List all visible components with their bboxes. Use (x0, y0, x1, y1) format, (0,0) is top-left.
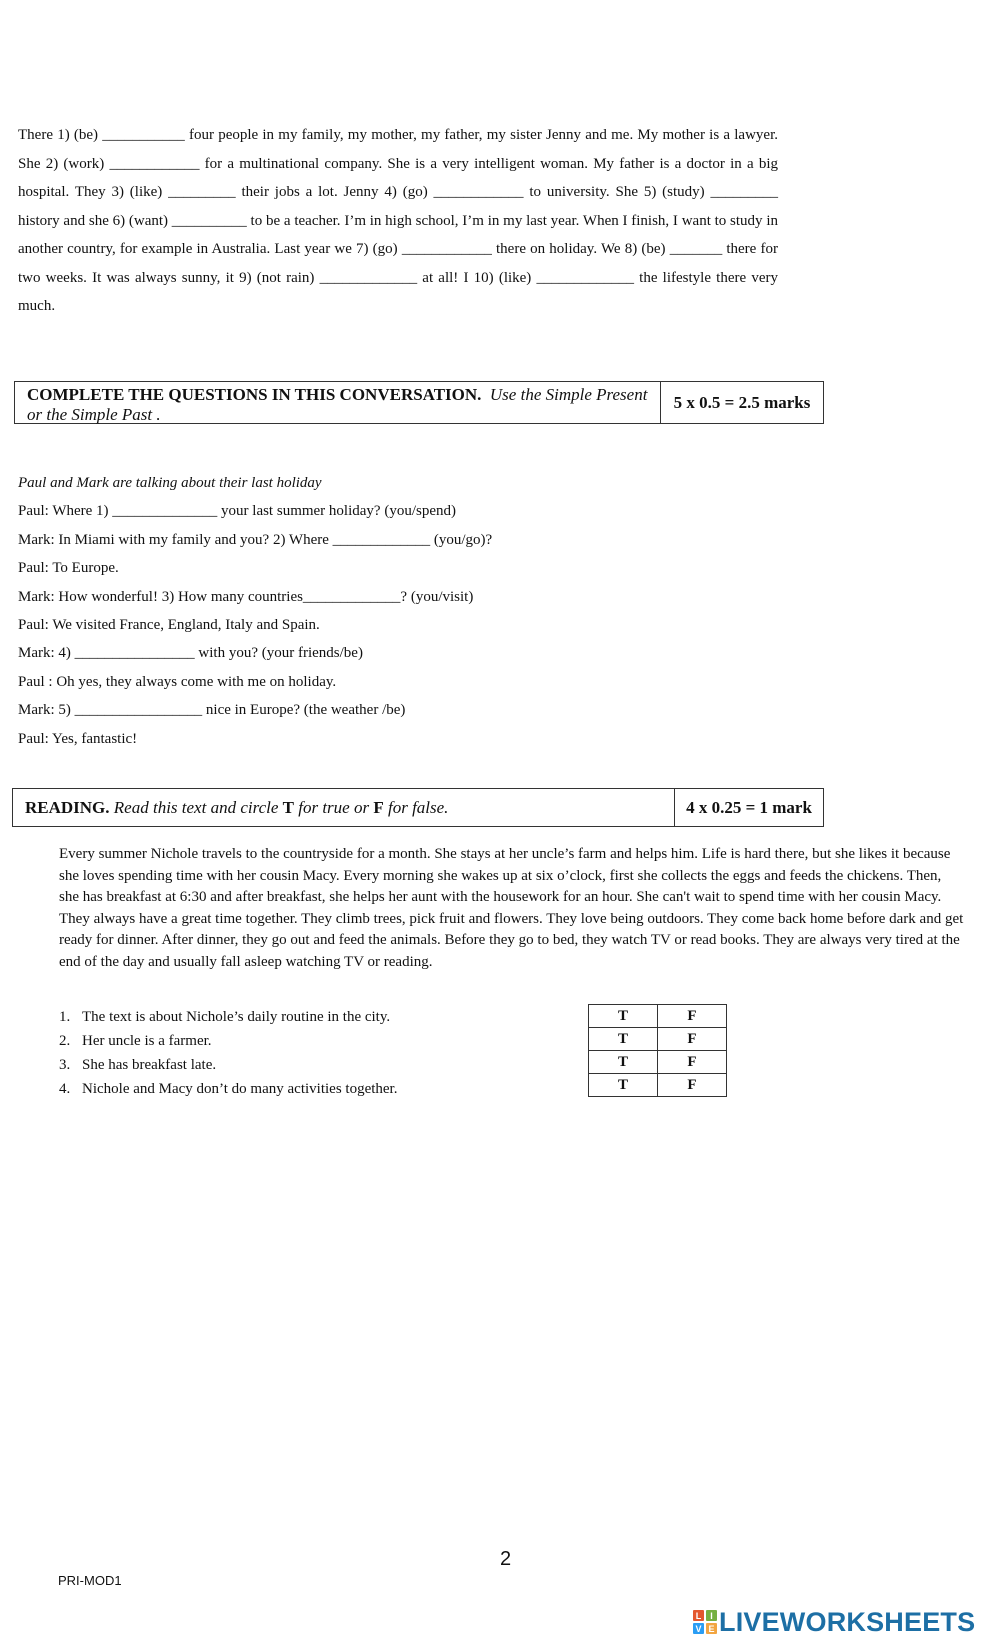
conversation (18, 469, 492, 753)
reading-heading: READING. (25, 797, 110, 817)
true-false-table (588, 1004, 727, 1097)
tf-row (589, 1074, 727, 1097)
question-text: The text is about Nichole’s daily routine in the city. (82, 1009, 391, 1025)
conversation-line: Paul: Yes, fantastic! (18, 730, 138, 747)
liveworksheets-logo[interactable] (693, 1607, 975, 1637)
conversation-line: Paul : Oh yes, they always come with me on holiday. (18, 673, 337, 690)
conversation-instruction (15, 382, 661, 423)
question-number: 4. (59, 1081, 71, 1097)
reading-false-letter: F (373, 797, 384, 817)
logo-letter: L (693, 1610, 704, 1621)
false-option[interactable]: F (658, 1028, 727, 1051)
reading-instruction-text: for true or (298, 797, 370, 817)
false-option[interactable]: F (658, 1005, 727, 1028)
reading-true-letter: T (282, 797, 294, 817)
conversation-marks: 5 x 0.5 = 2.5 marks (673, 392, 811, 412)
logo-letter: E (706, 1623, 717, 1634)
tf-row (589, 1028, 727, 1051)
question-item (59, 1005, 397, 1029)
reading-marks: 4 x 0.25 = 1 mark (686, 797, 812, 817)
conversation-line: Paul: We visited France, England, Italy and Spain. (18, 617, 320, 634)
question-item (59, 1029, 397, 1053)
footer-code: PRI-MOD1 (58, 1573, 122, 1588)
question-number: 3. (59, 1057, 71, 1073)
reading-instruction-box (12, 788, 824, 827)
tf-row (589, 1005, 727, 1028)
conversation-line: Paul: To Europe. (18, 560, 119, 577)
true-option[interactable]: T (589, 1005, 658, 1028)
conversation-subheading: Use the Simple Present or the Simple Past . (27, 385, 648, 424)
false-option[interactable]: F (658, 1074, 727, 1097)
gap-fill-paragraph: There 1) (be) ___________ four people in my family, my mother, my father, my sister Jenny and me. My mother is a lawyer. She 2) (work) ____________ for a multinational company. She is a very intelligent woman. My father is a doctor in a big hospital. They 3) (like) _________ their jobs a lot. Jenny 4) (go) ____________ to university. She 5) (study) _________ history and she 6) (want) __________ to be a teacher. I’m in high school, I’m in my last year. When I finish, I want to study in another country, for example in Australia. Last year we 7) (go) ____________ there on holiday. We 8) (be) _______ there for two weeks. It was always sunny, it 9) (not rain) _____________ at all! I 10) (like) _____________ the lifestyle there very much. (18, 127, 778, 314)
liveworksheets-logo-icon (693, 1610, 717, 1634)
true-false-questions (59, 1005, 397, 1101)
question-item (59, 1077, 397, 1101)
logo-letter: I (706, 1610, 717, 1621)
conversation-instruction-box (14, 381, 824, 424)
question-text: Nichole and Macy don’t do many activities together. (82, 1081, 398, 1097)
reading-instruction-text: for false. (387, 797, 449, 817)
true-option[interactable]: T (589, 1028, 658, 1051)
conversation-intro: Paul and Mark are talking about their last holiday (18, 475, 322, 491)
question-item (59, 1053, 397, 1077)
false-option[interactable]: F (658, 1051, 727, 1074)
true-option[interactable]: T (589, 1051, 658, 1074)
reading-text: Every summer Nichole travels to the countryside for a month. She stays at her uncle’s farm and helps him. Life is hard there, but she likes it because she loves spending time with her cousin Macy. Every morning she wakes up at six o’clock, first she collects the eggs and feeds the chickens. Then, she has breakfast at 6:30 and after breakfast, she helps her aunt with the housework for an hour. She can't wait to spend time with her cousin Macy. They always have a great time together. They climb trees, pick fruit and flowers. They love being outdoors. They come back home before dark and get ready for dinner. After dinner, they go out and feed the animals. Before they go to bed, they watch TV or read books. They are always very tired at the end of the day and usually fall asleep watching TV or reading. (59, 846, 964, 970)
reading-instruction (13, 789, 675, 826)
logo-text: LIVEWORKSHEETS (719, 1606, 976, 1637)
true-option[interactable]: T (589, 1074, 658, 1097)
question-text: Her uncle is a farmer. (82, 1033, 212, 1049)
conversation-heading: COMPLETE THE QUESTIONS IN THIS CONVERSATION. (27, 385, 482, 404)
question-number: 1. (59, 1009, 71, 1025)
logo-letter: V (693, 1623, 704, 1634)
conversation-line: Paul: Where 1) ______________ your last summer holiday? (you/spend) (18, 503, 456, 520)
conversation-line: Mark: 4) ________________ with you? (your friends/be) (18, 645, 363, 662)
conversation-line: Mark: How wonderful! 3) How many countries_____________? (you/visit) (18, 588, 474, 605)
reading-instruction-text: Read this text and circle (113, 797, 279, 817)
conversation-line: Mark: In Miami with my family and you? 2) Where _____________ (you/go)? (18, 531, 493, 548)
conversation-line: Mark: 5) _________________ nice in Europe? (the weather /be) (18, 702, 406, 719)
tf-row (589, 1051, 727, 1074)
page-number: 2 (500, 1548, 512, 1570)
question-number: 2. (59, 1033, 71, 1049)
question-text: She has breakfast late. (82, 1057, 217, 1073)
